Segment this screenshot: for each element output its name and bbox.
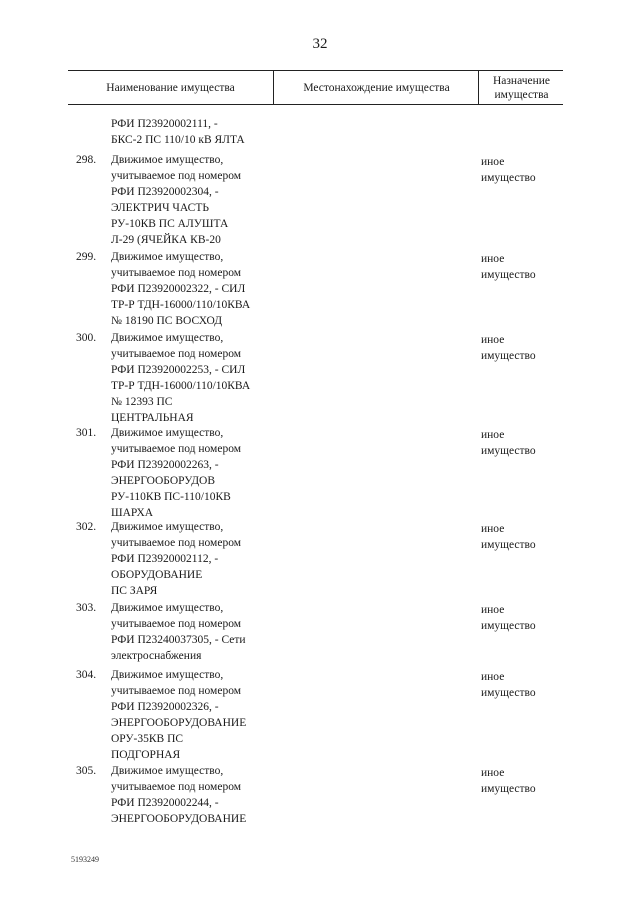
entry-purpose: иное имущество xyxy=(481,767,536,795)
entry-purpose: иное имущество xyxy=(481,334,536,362)
entry-description: Движимое имущество, учитываемое под номером РФИ П23240037305, - Сети электроснабжения xyxy=(111,602,246,662)
entry-number: 302. xyxy=(76,521,97,533)
entry-number: 300. xyxy=(76,332,97,344)
entry-description: Движимое имущество, учитываемое под номером РФИ П23920002112, - ОБОРУДОВАНИЕ ПС ЗАРЯ xyxy=(111,521,241,597)
header-col-purpose: Назначение имущества xyxy=(478,71,564,104)
entry-description: Движимое имущество, учитываемое под номером РФИ П23920002326, - ЭНЕРГООБОРУДОВАНИЕ ОРУ-35КВ ПС ПОДГОРНАЯ xyxy=(111,669,247,761)
entry-description: Движимое имущество, учитываемое под номером РФИ П23920002322, - СИЛ ТР-Р ТДН-16000/110/10КВА № 18190 ПС ВОСХОД xyxy=(111,251,251,327)
table-header xyxy=(68,70,563,105)
page-number: 32 xyxy=(312,36,328,52)
continuation-text: РФИ П23920002111, - БКС-2 ПС 110/10 кВ ЯЛТА xyxy=(111,118,245,146)
entry-number: 298. xyxy=(76,154,97,166)
footer-document-code: 5193249 xyxy=(71,855,99,864)
entry-description: Движимое имущество, учитываемое под номером РФИ П23920002253, - СИЛ ТР-Р ТДН-16000/110/10КВА № 12393 ПС ЦЕНТРАЛЬНАЯ xyxy=(111,332,251,424)
entry-description: Движимое имущество, учитываемое под номером РФИ П23920002263, - ЭНЕРГООБОРУДОВ РУ-110КВ ПС-110/10КВ ШАРХА xyxy=(111,427,241,519)
entry-purpose: иное имущество xyxy=(481,156,536,184)
header-col-name: Наименование имущества xyxy=(106,81,235,94)
entry-number: 303. xyxy=(76,602,97,614)
entry-purpose: иное имущество xyxy=(481,253,536,281)
entry-number: 304. xyxy=(76,669,97,681)
entry-purpose: иное имущество xyxy=(481,671,536,699)
entry-number: 301. xyxy=(76,427,97,439)
entry-purpose: иное имущество xyxy=(481,429,536,457)
entry-purpose: иное имущество xyxy=(481,523,536,551)
entry-number: 305. xyxy=(76,765,97,777)
entry-description: Движимое имущество, учитываемое под номером РФИ П23920002244, - ЭНЕРГООБОРУДОВАНИЕ xyxy=(111,765,247,825)
entry-number: 299. xyxy=(76,251,97,263)
entry-purpose: иное имущество xyxy=(481,604,536,632)
header-col-location: Местонахождение имущества xyxy=(273,71,479,104)
entry-description: Движимое имущество, учитываемое под номером РФИ П23920002304, - ЭЛЕКТРИЧ ЧАСТЬ РУ-10КВ ПС АЛУШТА Л-29 (ЯЧЕЙКА КВ-20 xyxy=(111,154,241,246)
